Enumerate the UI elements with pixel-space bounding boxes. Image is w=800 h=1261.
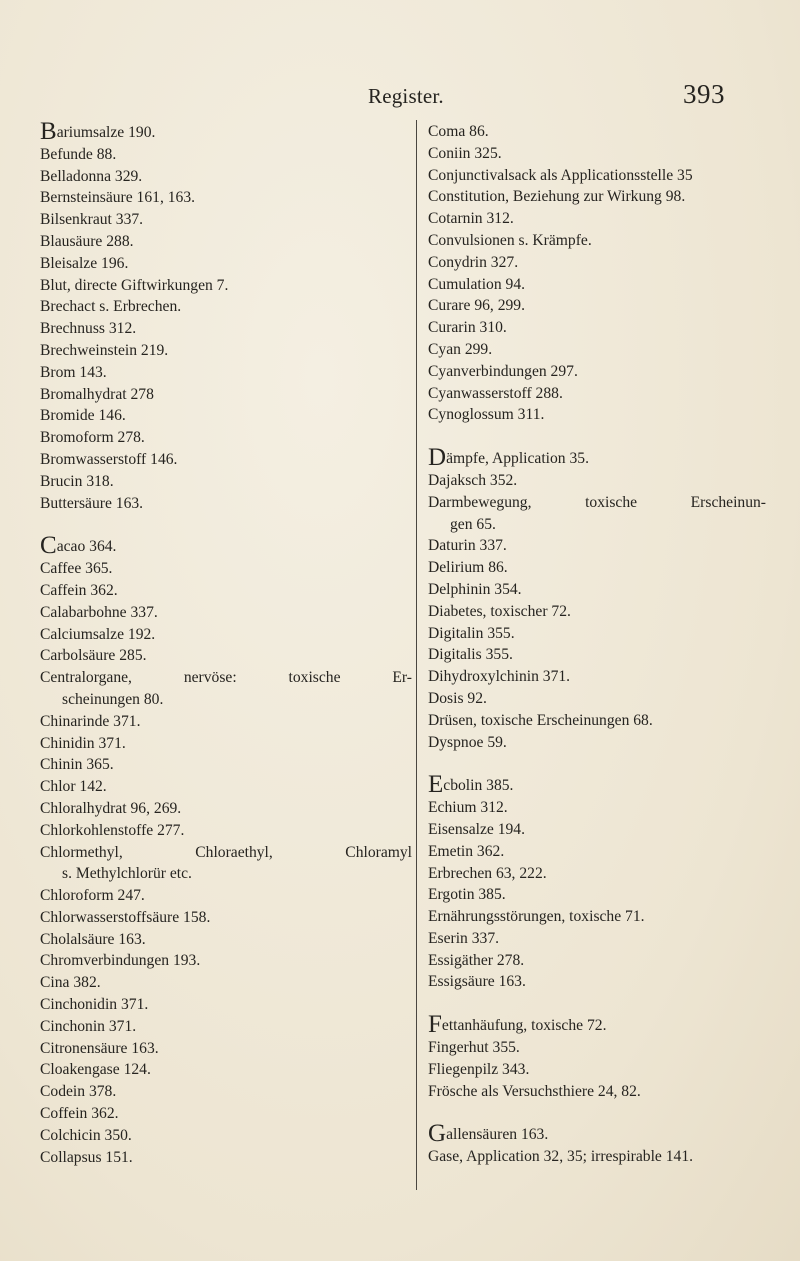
index-entry: Cinchonidin 371. <box>40 996 149 1014</box>
index-entry: Cotarnin 312. <box>428 210 514 228</box>
index-entry: Dosis 92. <box>428 689 487 707</box>
section-first-entry <box>428 771 766 799</box>
entry-word: Darmbewegung, <box>428 493 532 511</box>
page-number: 393 <box>683 79 725 109</box>
index-entry: Brom 143. <box>40 363 107 381</box>
index-entry: Dihydroxylchinin 371. <box>428 668 571 686</box>
index-entry: Buttersäure 163. <box>40 494 144 512</box>
index-entry: Cumulation 94. <box>428 275 526 293</box>
entry-word: Centralorgane, <box>40 669 132 687</box>
index-entry: Codein 378. <box>40 1083 117 1101</box>
section-initial: D <box>428 444 447 472</box>
index-entry: Ergotin 385. <box>428 886 506 904</box>
index-column-right <box>428 121 766 1168</box>
index-entry: Carbolsäure 285. <box>40 647 147 665</box>
index-entry: Befunde 88. <box>40 145 117 163</box>
index-entry: Fliegenpilz 343. <box>428 1060 530 1078</box>
index-entry: Conjunctivalsack als Applicationsstelle 35 <box>428 166 693 184</box>
entry-word: nervöse: <box>183 669 237 687</box>
index-entry: Blausäure 288. <box>40 232 134 250</box>
index-entry: Brucin 318. <box>40 472 114 490</box>
index-entry: Cloakengase 124. <box>40 1061 151 1079</box>
section-initial: G <box>428 1120 447 1148</box>
index-entry: Cinchonin 371. <box>40 1017 137 1035</box>
section-first-entry <box>428 444 766 472</box>
index-entry: Chinin 365. <box>40 756 114 774</box>
index-entry: Cyanverbindungen 297. <box>428 362 578 380</box>
index-entry: Eserin 337. <box>428 929 500 947</box>
index-entry: Delphinin 354. <box>428 580 522 598</box>
index-entry: Cyan 299. <box>428 340 493 358</box>
index-entry: Essigäther 278. <box>428 951 525 969</box>
index-entry: Citronensäure 163. <box>40 1039 159 1057</box>
index-entry: Daturin 337. <box>428 537 507 555</box>
index-entry: Essigsäure 163. <box>428 973 526 991</box>
index-entry: Chinarinde 371. <box>40 712 141 730</box>
index-entry: Fingerhut 355. <box>428 1039 520 1057</box>
index-entry: Chlorwasserstoffsäure 158. <box>40 908 211 926</box>
index-entry: Bernsteinsäure 161, 163. <box>40 189 196 207</box>
index-entry: Chloroform 247. <box>40 887 145 905</box>
index-entry: Curare 96, 299. <box>428 297 526 315</box>
index-entry: Blut, directe Giftwirkungen 7. <box>40 276 229 294</box>
index-entry: Brechweinstein 219. <box>40 341 169 359</box>
index-entry: Cyanwasserstoff 288. <box>428 384 563 402</box>
index-entry: Cynoglossum 311. <box>428 406 545 424</box>
running-title: Register. <box>368 84 444 108</box>
index-entry: Conydrin 327. <box>428 253 519 271</box>
index-entry: Gase, Application 32, 35; irrespirable 141. <box>428 1148 694 1166</box>
index-entry: Frösche als Versuchsthiere 24, 82. <box>428 1082 641 1100</box>
section-initial: C <box>40 532 57 560</box>
index-entry-continuation: gen 65. <box>450 515 496 533</box>
index-entry <box>40 667 412 689</box>
index-entry: Brechact s. Erbrechen. <box>40 298 182 316</box>
entry-word: toxische <box>288 669 341 687</box>
index-entry: Diabetes, toxischer 72. <box>428 602 571 620</box>
index-entry: Echium 312. <box>428 799 508 817</box>
entry-text: cbolin 385. <box>443 777 514 795</box>
section-initial: B <box>40 118 57 145</box>
index-entry: Bromwasserstoff 146. <box>40 450 178 468</box>
index-entry: Dyspnoe 59. <box>428 733 507 751</box>
index-entry: Coniin 325. <box>428 144 502 162</box>
entry-text: ariumsalze 190. <box>56 124 156 141</box>
entry-word: Er- <box>392 669 412 687</box>
index-entry: Convulsionen s. Krämpfe. <box>428 231 592 249</box>
index-entry: Dajaksch 352. <box>428 471 518 489</box>
index-entry: Chinidin 371. <box>40 734 126 752</box>
index-entry-continuation: s. Methylchlorür etc. <box>62 865 192 883</box>
index-entry: Caffein 362. <box>40 581 118 599</box>
index-entry: Coma 86. <box>428 123 489 140</box>
index-entry: Delirium 86. <box>428 559 508 577</box>
index-entry <box>428 492 766 514</box>
index-entry: Constitution, Beziehung zur Wirkung 98. <box>428 188 686 206</box>
index-entry: Coffein 362. <box>40 1105 119 1123</box>
entry-word: Chloramyl <box>345 843 412 861</box>
entry-text: acao 364. <box>56 538 117 556</box>
index-entry: Curarin 310. <box>428 319 507 337</box>
entry-text: ettanhäufung, toxische 72. <box>441 1017 607 1035</box>
index-entry: Eisensalze 194. <box>428 820 525 838</box>
index-entry: Cholalsäure 163. <box>40 930 146 948</box>
index-entry: Drüsen, toxische Erscheinungen 68. <box>428 711 653 729</box>
index-entry: Brechnuss 312. <box>40 320 137 338</box>
index-entry: Cina 382. <box>40 974 101 992</box>
index-entry: Chromverbindungen 193. <box>40 952 201 970</box>
index-entry: Ernährungsstörungen, toxische 71. <box>428 908 645 926</box>
index-entry: Digitalis 355. <box>428 646 513 664</box>
index-entry: Belladonna 329. <box>40 167 143 185</box>
index-entry: Calciumsalze 192. <box>40 625 156 643</box>
section-initial: E <box>428 771 444 799</box>
index-entry: Bilsenkraut 337. <box>40 211 144 229</box>
index-entry <box>40 842 412 864</box>
section-initial: F <box>428 1011 442 1039</box>
section-first-entry <box>428 1011 766 1039</box>
entry-word: toxische <box>585 493 638 511</box>
entry-text: ämpfe, Application 35. <box>446 450 589 468</box>
index-entry: Digitalin 355. <box>428 624 515 642</box>
index-entry: Chloralhydrat 96, 269. <box>40 799 182 817</box>
section-first-entry <box>40 532 412 560</box>
entry-word: Chloraethyl, <box>195 843 273 861</box>
entry-word: Chlormethyl, <box>40 843 123 861</box>
column-divider <box>416 120 417 1190</box>
index-entry: Colchicin 350. <box>40 1126 132 1144</box>
index-entry: Bromide 146. <box>40 407 126 425</box>
entry-text: allensäuren 163. <box>446 1126 549 1144</box>
entry-word: Erscheinun- <box>690 493 766 511</box>
index-entry: Bromoform 278. <box>40 429 145 447</box>
page-header <box>0 78 800 114</box>
index-entry: Bleisalze 196. <box>40 254 129 272</box>
index-entry: Caffee 365. <box>40 560 113 578</box>
index-entry: Erbrechen 63, 222. <box>428 864 547 882</box>
section-first-entry <box>40 118 412 145</box>
index-column-left <box>40 118 412 1168</box>
index-entry: Calabarbohne 337. <box>40 603 158 621</box>
index-entry-continuation: scheinungen 80. <box>62 690 164 708</box>
index-entry: Bromalhydrat 278 <box>40 385 154 403</box>
index-entry: Chlor 142. <box>40 778 107 796</box>
section-first-entry <box>428 1120 766 1148</box>
index-entry: Collapsus 151. <box>40 1148 133 1166</box>
index-entry: Chlorkohlenstoffe 277. <box>40 821 185 839</box>
index-entry: Emetin 362. <box>428 842 505 860</box>
